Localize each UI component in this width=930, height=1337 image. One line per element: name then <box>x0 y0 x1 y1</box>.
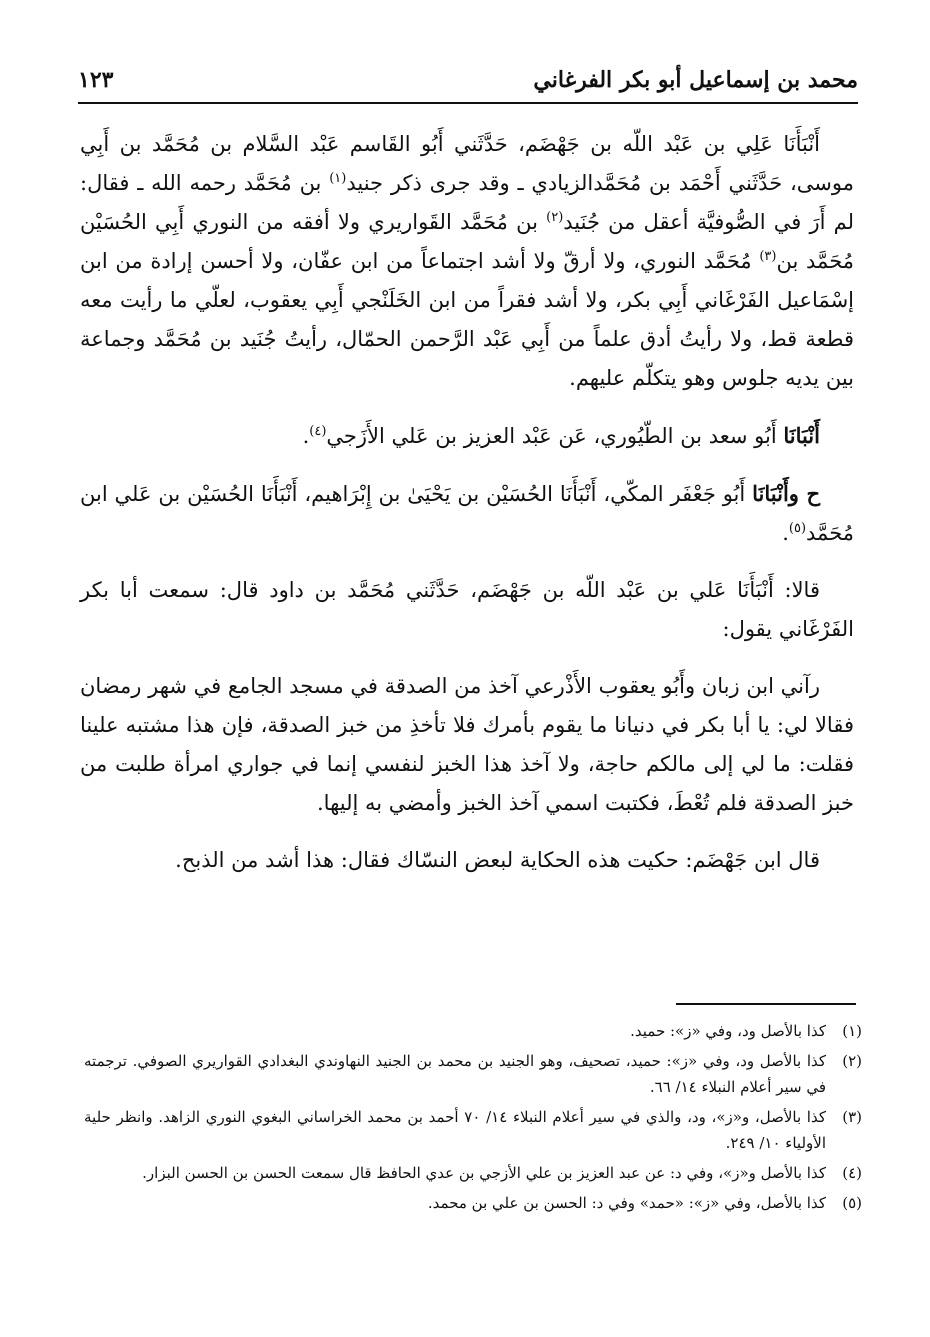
spacer <box>80 649 854 667</box>
paragraph-2 <box>80 416 854 456</box>
footnote-number: (٤) <box>842 1164 862 1182</box>
footnote-ref: (٤) <box>309 424 327 439</box>
paragraph-text: أَبُو جَعْفَر المكّي، أَنْبَأَنَا الحُسَيْن بن يَحْيَىٰ بن إِبْرَاهيم، أَنْبَأَنَا الحُسَيْن بن عَلي ابن مُحَمَّد <box>80 482 854 545</box>
footnote-text: كذا بالأصل، و«ز»، ود، والذي في سير أعلام النبلاء ١٤/ ٧٠ أحمد بن محمد الخراساني البغوي النوري الزاهد. وانظر حلية الأولياء ١٠/ ٢٤٩. <box>84 1108 826 1152</box>
footnote <box>84 1160 862 1186</box>
footnote-ref: (٢) <box>546 210 564 225</box>
paragraph-1 <box>80 125 854 398</box>
main-text <box>80 125 854 880</box>
footnote-number: (٣) <box>842 1108 862 1126</box>
footnote-ref: (٣) <box>759 249 777 264</box>
spacer <box>80 823 854 841</box>
footnote-text: كذا بالأصل، وفي «ز»: «حمد» وفي د: الحسن بن علي بن محمد. <box>427 1194 826 1212</box>
paragraph-text: أَنْبَأَنَا عَلِي بن عَبْد اللّه بن جَهْضَم، حَدَّثَني أَبُو القَاسم عَبْد السَّلام بن مُحَمَّد بن أَبِي موسى، حَدَّثَني أَحْمَد بن مُحَمَّدالزيادي ـ وقد جرى ذكر جنيد <box>80 132 854 195</box>
paragraph-text: مُحَمَّد النوري، ولا أرقّ ولا أشد اجتماعاً من ابن عفّان، ولا أحسن إرادة من ابن إسْمَاعيل الفَرْغَاني أَبِي بكر، ولا أشد فقراً من ابن الخَلَنْجي أَبِي يعقوب، لعلّي ما رأيت معه قطعة قط، ولا رأيتُ أدق علماً من أَبِي عَبْد الرَّحمن الحمّال، رأيتُ جُنَيد بن مُحَمَّد وجماعة بين يديه جلوس وهو يتكلّم عليهم. <box>80 249 854 390</box>
spacer <box>80 553 854 571</box>
footnote-number: (١) <box>842 1022 862 1040</box>
footnote-divider <box>676 1003 856 1005</box>
footnote <box>84 1018 862 1044</box>
paragraph-text: . <box>302 424 310 448</box>
spacer <box>80 398 854 416</box>
running-title: محمد بن إسماعيل أبو بكر الفرغاني <box>533 67 858 93</box>
footnote-number: (٢) <box>842 1052 862 1070</box>
footnote <box>84 1104 862 1156</box>
paragraph-text: بن مُحَمَّد رحمه الله ـ فقال: لم أَرَ في الصُّوفيَّة أعقل من جُنَيد <box>80 171 854 234</box>
spacer <box>80 456 854 474</box>
paragraph-text: بن مُحَمَّد القَواريري ولا أفقه من النوري أَبِي الحُسَيْن مُحَمَّد بن <box>80 210 854 273</box>
narration-keyword: ح وأَنْبَانَا <box>752 481 820 506</box>
footnote-ref: (١) <box>329 171 347 186</box>
paragraph-text: أَبُو سعد بن الطّيُوري، عَن عَبْد العزيز بن عَلي الأَزَجي <box>326 424 784 448</box>
narration-keyword: أَنْبَانَا <box>783 423 820 448</box>
footnote-text: كذا بالأصل ود، وفي «ز»: حميد. <box>630 1022 826 1040</box>
paragraph-5: رآني ابن زبان وأَبُو يعقوب الأَذْرعي آخذ من الصدقة في مسجد الجامع في شهر رمضان فقالا لي: يا أبا بكر في دنيانا ما يقوم بأمرك فلا تأخذِ من خبز الصدقة، فإن هذا مشتبه علينا فقلت: ما لي إلى مالكم حاجة، ولا آخذ هذا الخبز لنفسي إنما في جواري امرأة طلبت من خبز الصدقة فلم تُعْطَ، فكتبت اسمي آخذ الخبز وأمضي به إليها. <box>80 674 854 815</box>
footnote-text: كذا بالأصل و«ز»، وفي د: عن عبد العزيز بن علي الأزجي بن عدي الحافظ قال سمعت الحسن بن الحسن البزار. <box>142 1164 826 1182</box>
page-number: ١٢٣ <box>78 67 114 93</box>
footnote-number: (٥) <box>842 1194 862 1212</box>
paragraph-4: قالا: أَنْبَأَنَا عَلي بن عَبْد اللّه بن جَهْضَم، حَدَّثَني مُحَمَّد بن داود قال: سمعت أبا بكر الفَرْغَاني يقول: <box>80 578 854 641</box>
paragraph-6: قال ابن جَهْضَم: حكيت هذه الحكاية لبعض النسّاك فقال: هذا أشد من الذبح. <box>175 848 820 872</box>
page-header <box>78 58 858 104</box>
footnotes <box>84 1018 862 1220</box>
footnote <box>84 1190 862 1216</box>
footnote-ref: (٥) <box>788 521 807 536</box>
footnote-text: كذا بالأصل ود، وفي «ز»: حميد، تصحيف، وهو الجنيد بن محمد بن الجنيد النهاوندي البغدادي القواريري الصوفي. ترجمته في سير أعلام النبلاء ١٤/ ٦٦. <box>84 1052 826 1096</box>
paragraph-3 <box>80 474 854 553</box>
paragraph-text: . <box>782 521 789 545</box>
footnote <box>84 1048 862 1100</box>
